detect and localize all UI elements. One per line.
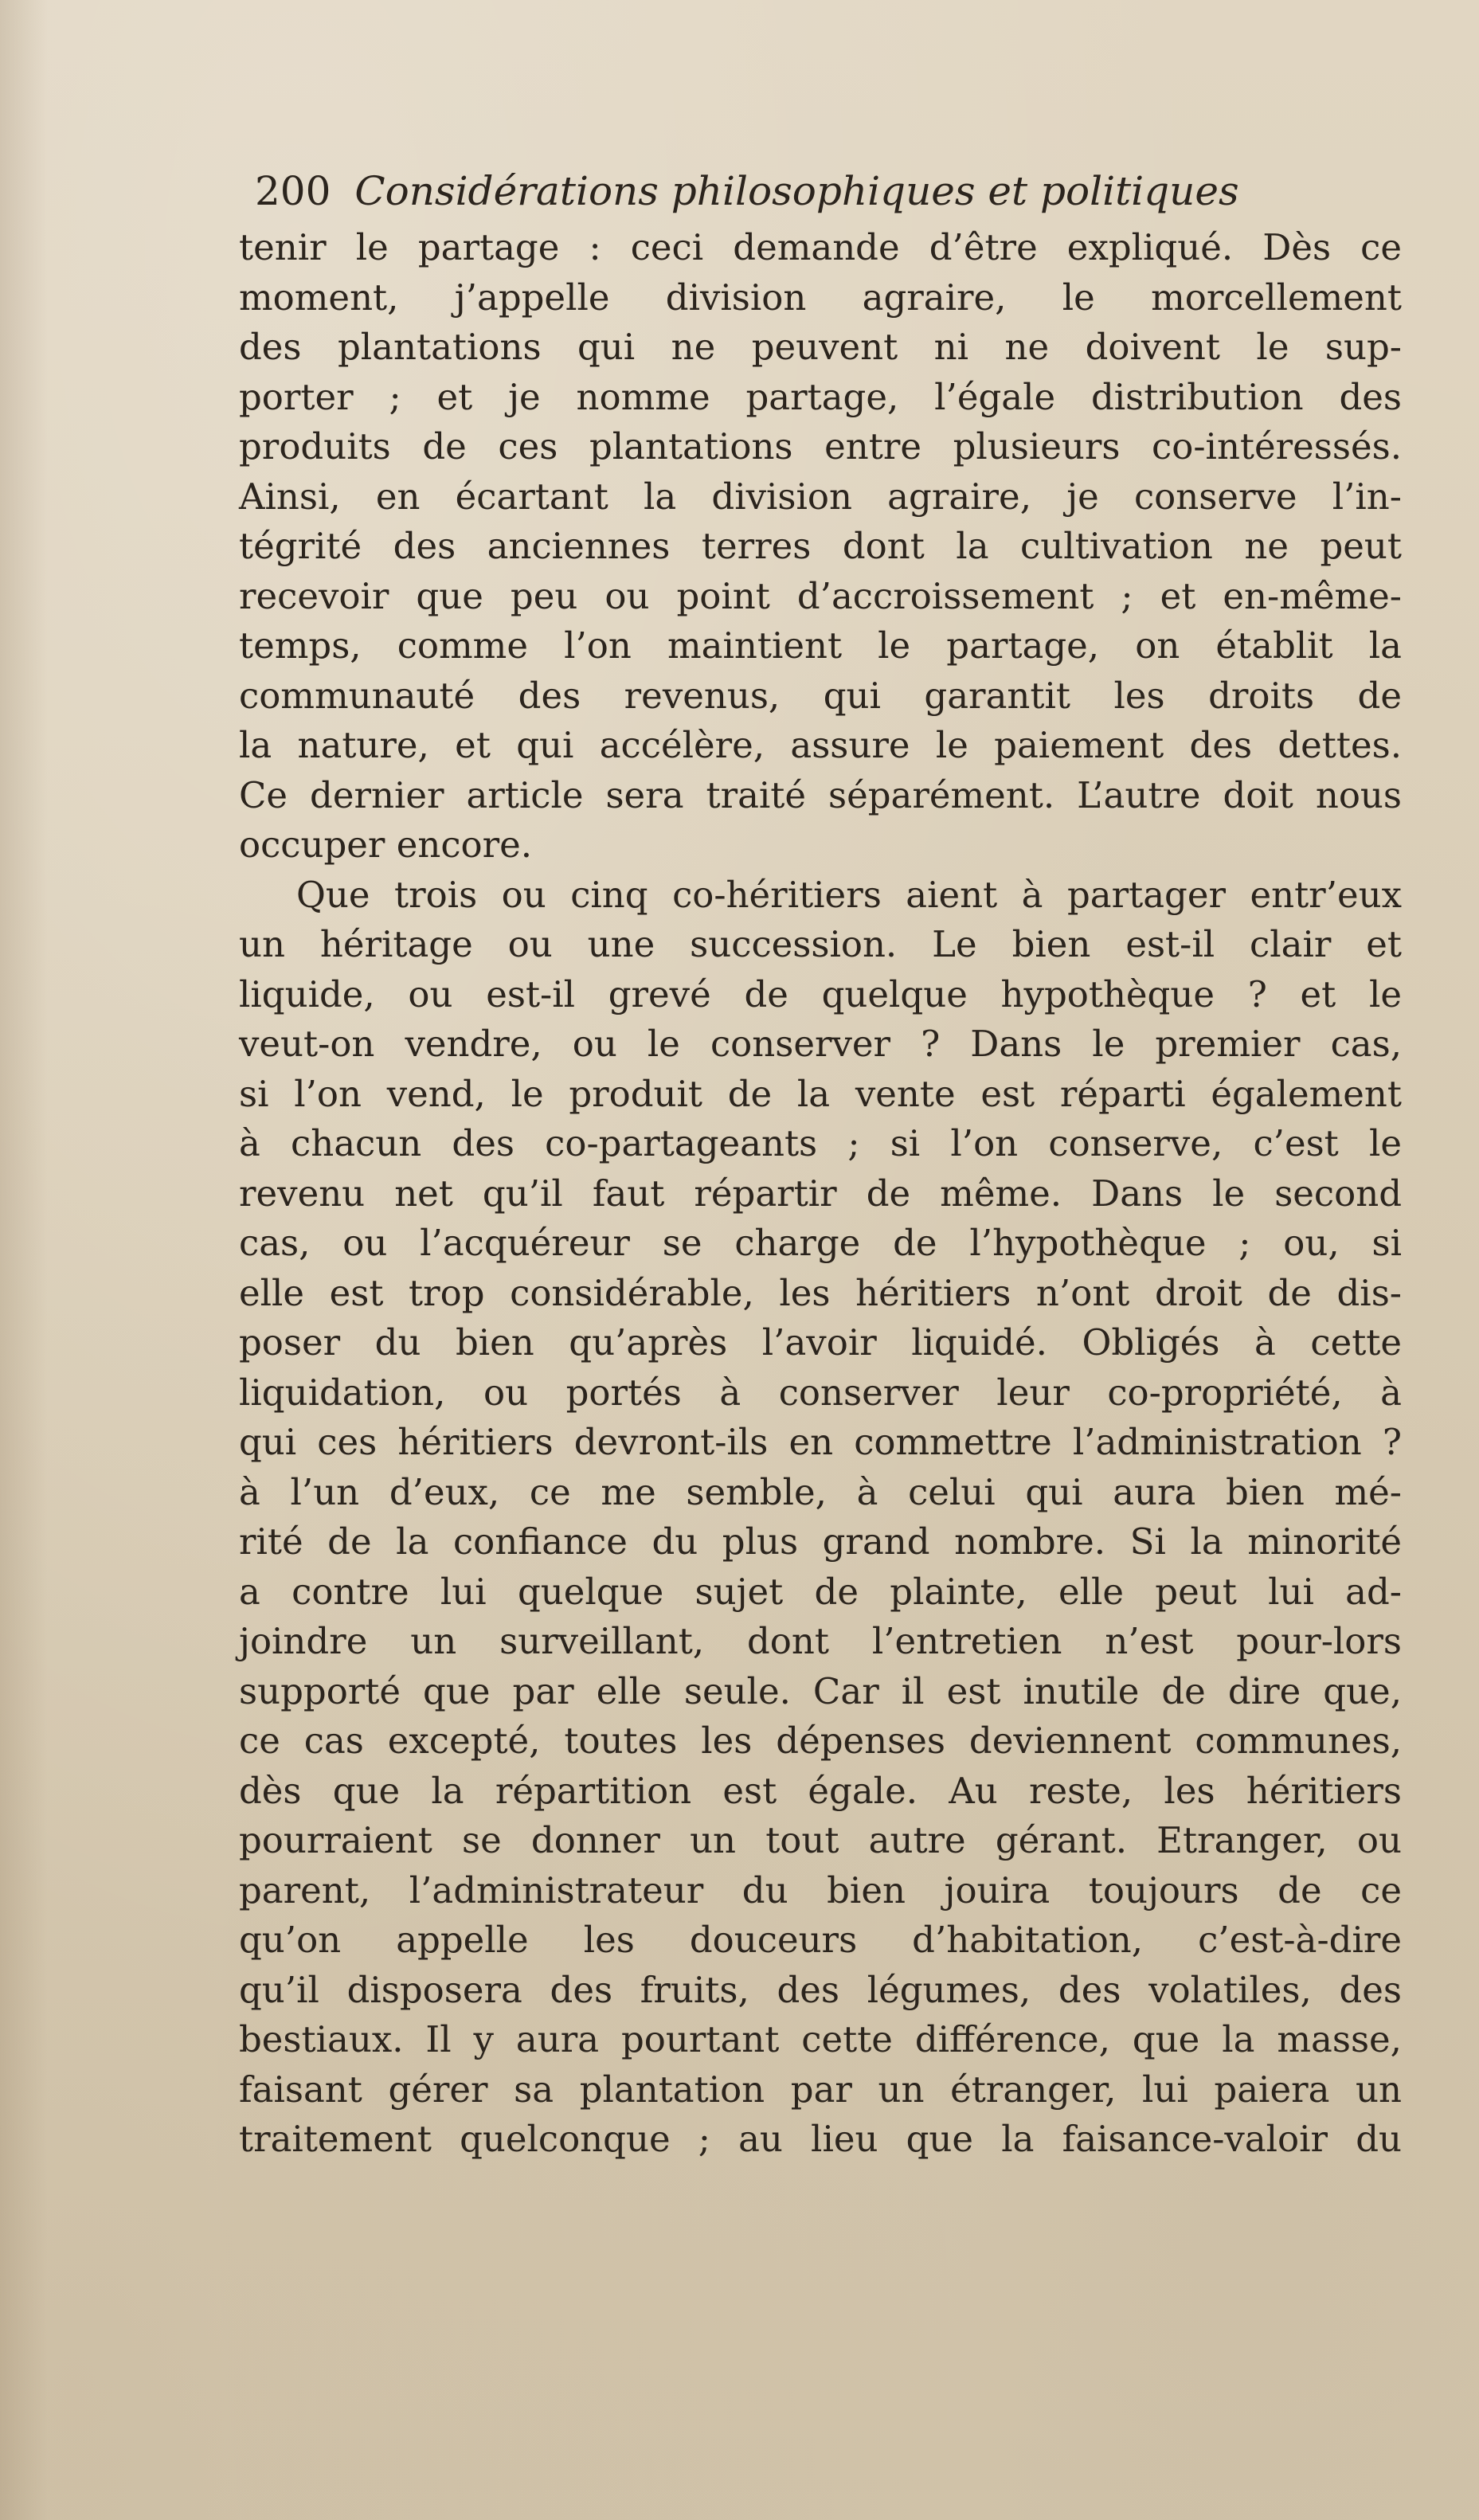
- text-line: a contre lui quelque sujet de plainte, elle peut lui ad-: [239, 1570, 1402, 1613]
- text-line: à l’un d’eux, ce me semble, à celui qui aura bien mé-: [239, 1470, 1402, 1513]
- text-line: des plantations qui ne peuvent ni ne doivent le sup-: [239, 326, 1402, 368]
- text-line: cas, ou l’acquéreur se charge de l’hypothèque ; ou, si: [239, 1222, 1402, 1264]
- text-line: Que trois ou cinq co-héritiers aient à partager entr’eux: [296, 873, 1402, 916]
- text-line: liquidation, ou portés à conserver leur co-propriété, à: [239, 1371, 1402, 1414]
- text-line: ce cas excepté, toutes les dépenses deviennent communes,: [239, 1720, 1402, 1762]
- text-line: moment, j’appelle division agraire, le morcellement: [239, 276, 1402, 319]
- text-line: recevoir que peu ou point d’accroissement ; et en-même-: [239, 574, 1402, 617]
- text-line: la nature, et qui accélère, assure le paiement des dettes.: [239, 724, 1402, 766]
- text-line: liquide, ou est-il grevé de quelque hypothèque ? et le: [239, 972, 1402, 1015]
- text-line: traitement quelconque ; au lieu que la faisance-valoir du: [239, 2118, 1402, 2160]
- text-line: Ainsi, en écartant la division agraire, je conserve l’in-: [239, 475, 1402, 518]
- text-line: si l’on vend, le produit de la vente est réparti également: [239, 1072, 1402, 1115]
- page-number: 200: [255, 168, 331, 214]
- text-line: elle est trop considérable, les héritiers n’ont droit de dis-: [239, 1271, 1402, 1314]
- text-line: joindre un surveillant, dont l’entretien n’est pour-lors: [239, 1620, 1402, 1662]
- text-block: [239, 159, 1402, 2165]
- text-line: qui ces héritiers devront-ils en commettre l’administration ?: [239, 1421, 1402, 1463]
- text-line: revenu net qu’il faut répartir de même. Dans le second: [239, 1172, 1402, 1215]
- text-line: parent, l’administrateur du bien jouira toujours de ce: [239, 1868, 1402, 1912]
- text-line: Ce dernier article sera traité séparément. L’autre doit nous: [239, 773, 1402, 816]
- text-line: communauté des revenus, qui garantit les droits de: [239, 674, 1402, 717]
- text-line: rité de la confiance du plus grand nombre. Si la minorité: [239, 1520, 1402, 1563]
- text-line: occuper encore.: [239, 824, 533, 866]
- text-line: tenir le partage : ceci demande d’être expliqué. Dès ce: [239, 226, 1402, 268]
- paragraph-2: [239, 871, 1402, 2165]
- running-head: [255, 159, 1402, 223]
- text-line: supporté que par elle seule. Car il est inutile de dire que,: [239, 1669, 1402, 1712]
- text-line: faisant gérer sa plantation par un étranger, lui paiera un: [239, 2068, 1402, 2111]
- text-line: porter ; et je nomme partage, l’égale distribution des: [239, 375, 1402, 418]
- text-line: temps, comme l’on maintient le partage, on établit la: [239, 624, 1402, 667]
- text-line: qu’on appelle les douceurs d’habitation, c’est-à-dire: [239, 1919, 1402, 1961]
- text-line: qu’il disposera des fruits, des légumes, des volatiles, des: [239, 1968, 1402, 2011]
- text-line: un héritage ou une succession. Le bien est-il clair et: [239, 923, 1402, 965]
- text-line: tégrité des anciennes terres dont la cultivation ne peut: [239, 525, 1402, 567]
- text-line: produits de ces plantations entre plusieurs co-intéressés.: [239, 425, 1402, 468]
- text-line: bestiaux. Il y aura pourtant cette différence, que la masse,: [239, 2018, 1402, 2060]
- text-line: dès que la répartition est égale. Au reste, les héritiers: [239, 1769, 1402, 1812]
- paragraph-1: [239, 223, 1402, 871]
- text-line: poser du bien qu’après l’avoir liquidé. Obligés à cette: [239, 1321, 1402, 1364]
- text-line: veut-on vendre, ou le conserver ? Dans le premier cas,: [239, 1023, 1402, 1065]
- running-title: Considérations philosophiques et politiques: [354, 168, 1239, 214]
- text-line: pourraient se donner un tout autre gérant. Etranger, ou: [239, 1819, 1402, 1861]
- text-line: à chacun des co-partageants ; si l’on conserve, c’est le: [239, 1122, 1402, 1164]
